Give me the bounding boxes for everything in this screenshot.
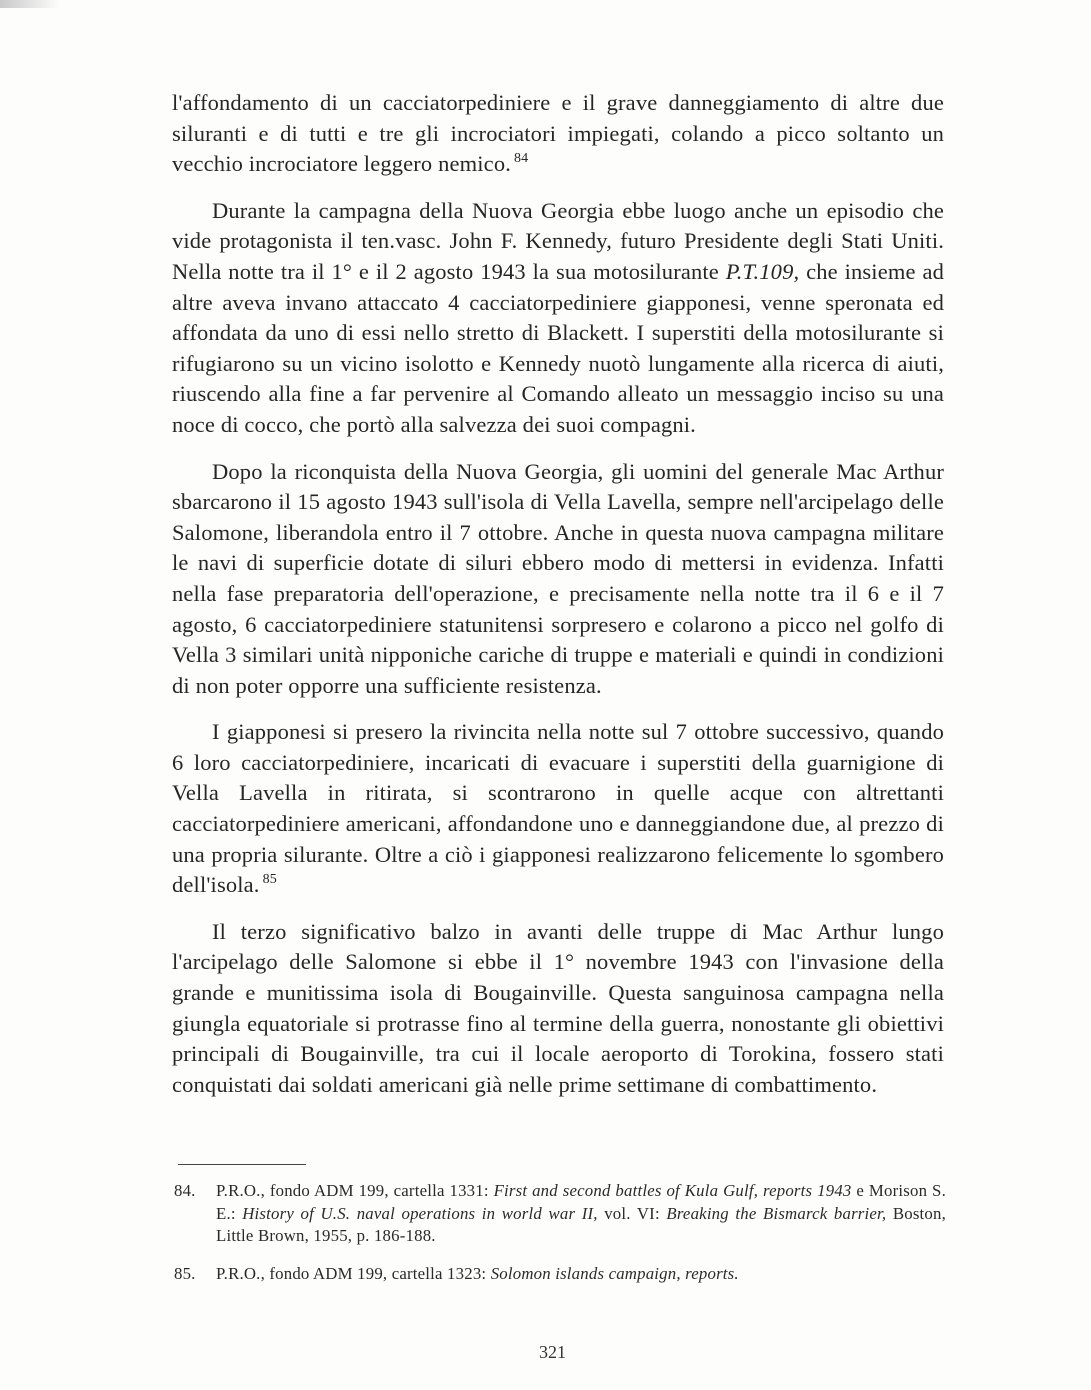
paragraph-2 <box>172 196 944 441</box>
footnote-text <box>216 1180 946 1248</box>
footnote-source: P.R.O., fondo ADM 199, cartella 1331: <box>216 1181 494 1200</box>
footnote-ref-84[interactable]: 84 <box>514 151 529 167</box>
footnote-title: Solomon islands campaign, reports. <box>490 1263 739 1283</box>
scan-smudge <box>0 0 60 8</box>
footnote-volume-title: Breaking the Bismarck barrier, <box>666 1203 887 1223</box>
footnote-85 <box>174 1263 946 1286</box>
boat-name: P.T.109, <box>725 258 800 284</box>
footnote-divider <box>178 1164 306 1165</box>
footnote-source: P.R.O., fondo ADM 199, cartella 1323: <box>216 1263 491 1283</box>
footnote-title: First and second battles of Kula Gulf, reports 1943 <box>493 1181 852 1200</box>
footnotes-section <box>174 1180 946 1300</box>
footnote-publisher: Boston, Little Brown, 1955, p. 186-188. <box>216 1203 946 1245</box>
paragraph-3-text: Dopo la riconquista della Nuova Georgia, gli uomini del generale Mac Arthur sbarcarono il 15 agosto 1943 sull'isola di Vella Lavella, sempre nell'arcipelago delle Salomone, liberandola entro il 7 ottobre. Anche in questa nuova campagna militare le navi di superficie dotate di siluri ebbero modo di mettersi in evidenza. Infatti nella fase preparatoria dell'operazione, e precisamente nella notte tra il 6 e il 7 agosto, 6 cacciatorpediniere statunitensi sorpresero e colarono a picco nel golfo di Vella 3 similari unità nipponiche cariche di truppe e materiali e quindi in condizioni di non poter opporre una sufficiente resistenza. <box>172 458 944 698</box>
paragraph-2-text-end: che insieme ad altre aveva invano attaccato 4 cacciatorpediniere giapponesi, venne speronata ed affondata da uno di essi nello stretto di Blackett. I superstiti della motosilurante si rifugiarono su un vicino isolotto e Kennedy nuotò lungamente alla ricerca di aiuti, riuscendo alla fine a far pervenire al Comando alleato un messaggio inciso su una noce di cocco, che portò alla salvezza dei suoi compagni. <box>172 258 944 437</box>
footnote-book-title: History of U.S. naval operations in world war II, <box>242 1203 598 1223</box>
footnote-ref-85[interactable]: 85 <box>262 872 277 888</box>
paragraph-4-text: I giapponesi si presero la rivincita nella notte sul 7 ottobre successivo, quando 6 loro cacciatorpediniere, incaricati di evacuare i superstiti della guarnigione di Vella Lavella in ritirata, si scontrarono in quelle acque con altrettanti cacciatorpediniere americani, affondandone uno e danneggiandone due, al prezzo di una propria silurante. Oltre a ciò i giapponesi realizzarono felicemente lo sgombero dell'isola. <box>172 719 944 898</box>
page-number: 321 <box>539 1342 566 1362</box>
paragraph-1 <box>172 88 944 180</box>
paragraph-1-text: l'affondamento di un cacciatorpediniere e il grave danneggiamento di altre due siluranti e di tutti e tre gli incrociatori impiegati, colando a picco soltanto un vecchio incrociatore leggero nemico. <box>172 90 944 177</box>
paragraph-5 <box>172 917 944 1101</box>
footnote-text <box>216 1263 946 1286</box>
paragraph-4 <box>172 717 944 901</box>
paragraph-3 <box>172 457 944 702</box>
paragraph-5-text: Il terzo significativo balzo in avanti delle truppe di Mac Arthur lungo l'arcipelago delle Salomone si ebbe il 1° novembre 1943 con l'invasione della grande e munitissima isola di Bougainville. Questa sanguinosa campagna nella giungla equatoriale si protrasse fino al termine della guerra, nonostante gli obiettivi principali di Bougainville, tra cui il locale aeroporto di Torokina, fossero stati conquistati dai soldati americani già nelle prime settimane di combattimento. <box>172 918 944 1097</box>
footnote-number: 84. <box>174 1181 196 1200</box>
footnote-number: 85. <box>174 1263 196 1283</box>
footnote-volume: vol. VI: <box>597 1203 667 1223</box>
footnote-author: e Morison S. E.: <box>216 1181 946 1223</box>
footnote-84 <box>174 1180 946 1248</box>
paragraph-2-text-start: Durante la campagna della Nuova Georgia ebbe luogo anche un episodio che vide protagonista il ten.vasc. John F. Kennedy, futuro Presidente degli Stati Uniti. Nella notte tra il 1° e il 2 agosto 1943 la sua motosilurante <box>172 197 944 284</box>
main-text <box>172 88 944 1116</box>
